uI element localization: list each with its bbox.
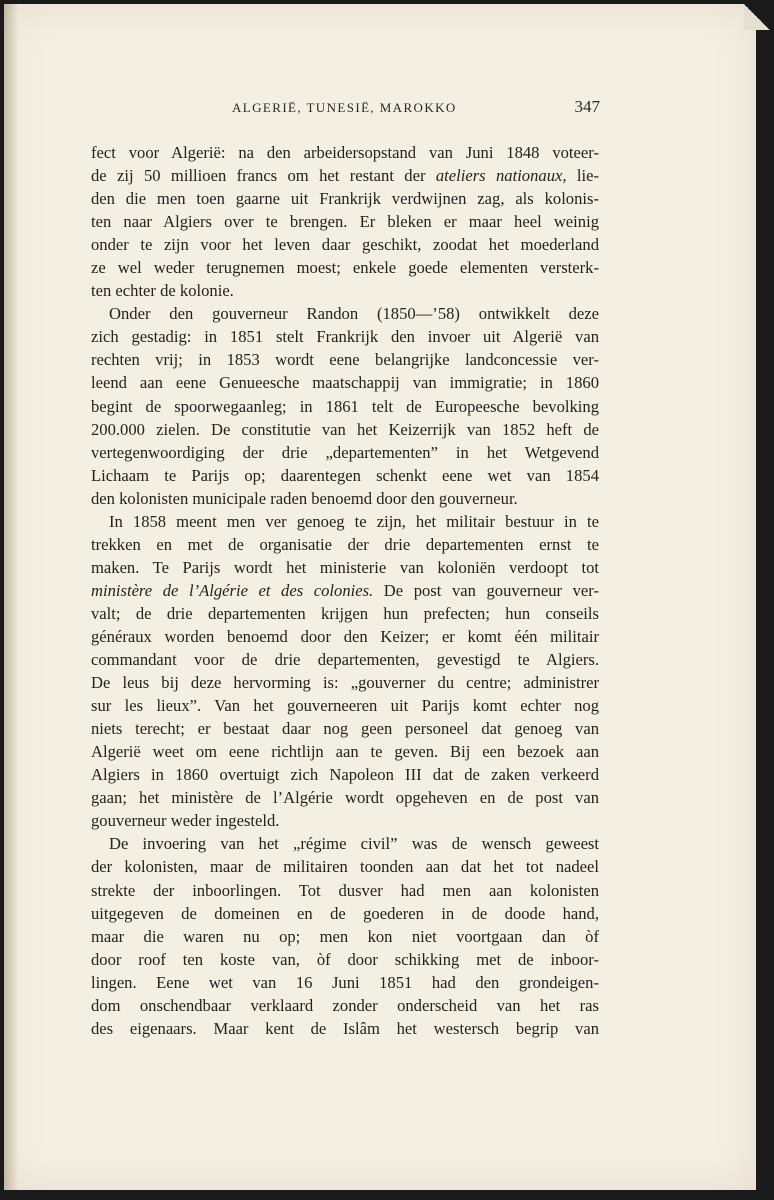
page-gutter-shadow: [4, 4, 18, 1190]
text-line: ten naar Algiers over te brengen. Er bleken er maar heel weinig: [91, 212, 599, 232]
text-line: Onder den gouverneur Randon (1850—’58) ontwikkelt deze: [109, 304, 599, 324]
text-line: zich gestadig: in 1851 stelt Frankrijk den invoer uit Algerië van: [91, 327, 599, 347]
text-line: ten echter de kolonie.: [91, 281, 234, 301]
text-line: de zij 50 millioen francs om het restant der ateliers nationaux, lie-: [91, 166, 599, 186]
text-line: dom onschendbaar verklaard zonder onderscheid van het ras: [91, 995, 599, 1015]
text-line: Lichaam te Parijs op; daarentegen schenkt eene wet van 1854: [91, 465, 599, 485]
text-line: begint de spoorwegaanleg; in 1861 telt de Europeesche bevolking: [91, 396, 599, 416]
text-line: uitgegeven de domeinen en de goederen in de doode hand,: [91, 903, 599, 923]
text-line: Algiers in 1860 overtuigt zich Napoleon III dat de zaken verkeerd: [91, 765, 599, 785]
italic-phrase: ministère de l’Algérie et des colonies.: [91, 580, 374, 600]
text-line: den kolonisten municipale raden benoemd door den gouverneur.: [91, 488, 518, 508]
text-line: In 1858 meent men ver genoeg te zijn, het militair bestuur in te: [109, 511, 599, 531]
text-line: valt; de drie departementen krijgen hun prefecten; hun conseils: [91, 603, 599, 623]
body-text: [91, 141, 599, 1040]
text-line: ze wel weder terugnemen moest; enkele goede elementen versterk-: [91, 258, 599, 278]
text-line: commandant voor de drie departementen, gevestigd te Algiers.: [91, 650, 599, 670]
text-line: rechten vrij; in 1853 wordt eene belangrijke landconcessie ver-: [91, 350, 599, 370]
italic-phrase: ateliers nationaux,: [435, 166, 567, 186]
text-line: gouverneur weder ingesteld.: [91, 811, 280, 831]
text-line: maar die waren nu op; men kon niet voortgaan dan òf: [91, 926, 599, 946]
text-line: den die men toen gaarne uit Frankrijk verdwijnen zag, als kolonis-: [91, 189, 599, 209]
text-line: lingen. Eene wet van 16 Juni 1851 had den grondeigen-: [91, 972, 599, 992]
text-line: De leus bij deze hervorming is: „gouverner du centre; administrer: [91, 673, 599, 693]
page-corner: [744, 4, 770, 30]
text-line: De invoering van het „régime civil” was de wensch geweest: [109, 834, 599, 854]
text-line: généraux worden benoemd door den Keizer; er komt één militair: [91, 626, 599, 646]
text-line: 200.000 zielen. De constitutie van het Keizerrijk van 1852 heft de: [91, 419, 599, 439]
text-line: des eigenaars. Maar kent de Islâm het westersch begrip van: [91, 1018, 599, 1038]
text-line: niets terecht; er bestaat daar nog geen personeel dat genoeg van: [91, 719, 599, 739]
text-line: gaan; het ministère de l’Algérie wordt opgeheven en de post van: [91, 788, 599, 808]
text-line: trekken en met de organisatie der drie departementen ernst te: [91, 534, 599, 554]
text-line: fect voor Algerië: na den arbeidersopstand van Juni 1848 voteer-: [91, 143, 599, 162]
text-line: strekte der inboorlingen. Tot dusver had men aan kolonisten: [91, 880, 599, 900]
text-line: maken. Te Parijs wordt het ministerie van koloniën verdoopt tot: [91, 557, 599, 577]
text-line: Algerië weet om eene richtlijn aan te geven. Bij een bezoek aan: [91, 742, 599, 762]
text-line: der kolonisten, maar de militairen toonden aan dat het tot nadeel: [91, 857, 599, 877]
running-title: ALGERIË, TUNESIË, MAROKKO: [232, 100, 457, 115]
text-line: vertegenwoordiging der drie „departementen” in het Wetgevend: [91, 442, 599, 462]
page-number: 347: [574, 97, 600, 116]
text-line: leend aan eene Genueesche maatschappij van immigratie; in 1860: [91, 373, 599, 393]
text-line: onder te zijn voor het leven daar geschikt, zoodat het moederland: [91, 235, 599, 255]
text-line: door roof ten koste van, òf door schikking met de inboor-: [91, 949, 599, 969]
text-line: ministère de l’Algérie et des colonies. De post van gouverneur ver-: [91, 580, 599, 600]
text-line: sur les lieux”. Van het gouverneeren uit Parijs komt echter nog: [91, 696, 599, 716]
